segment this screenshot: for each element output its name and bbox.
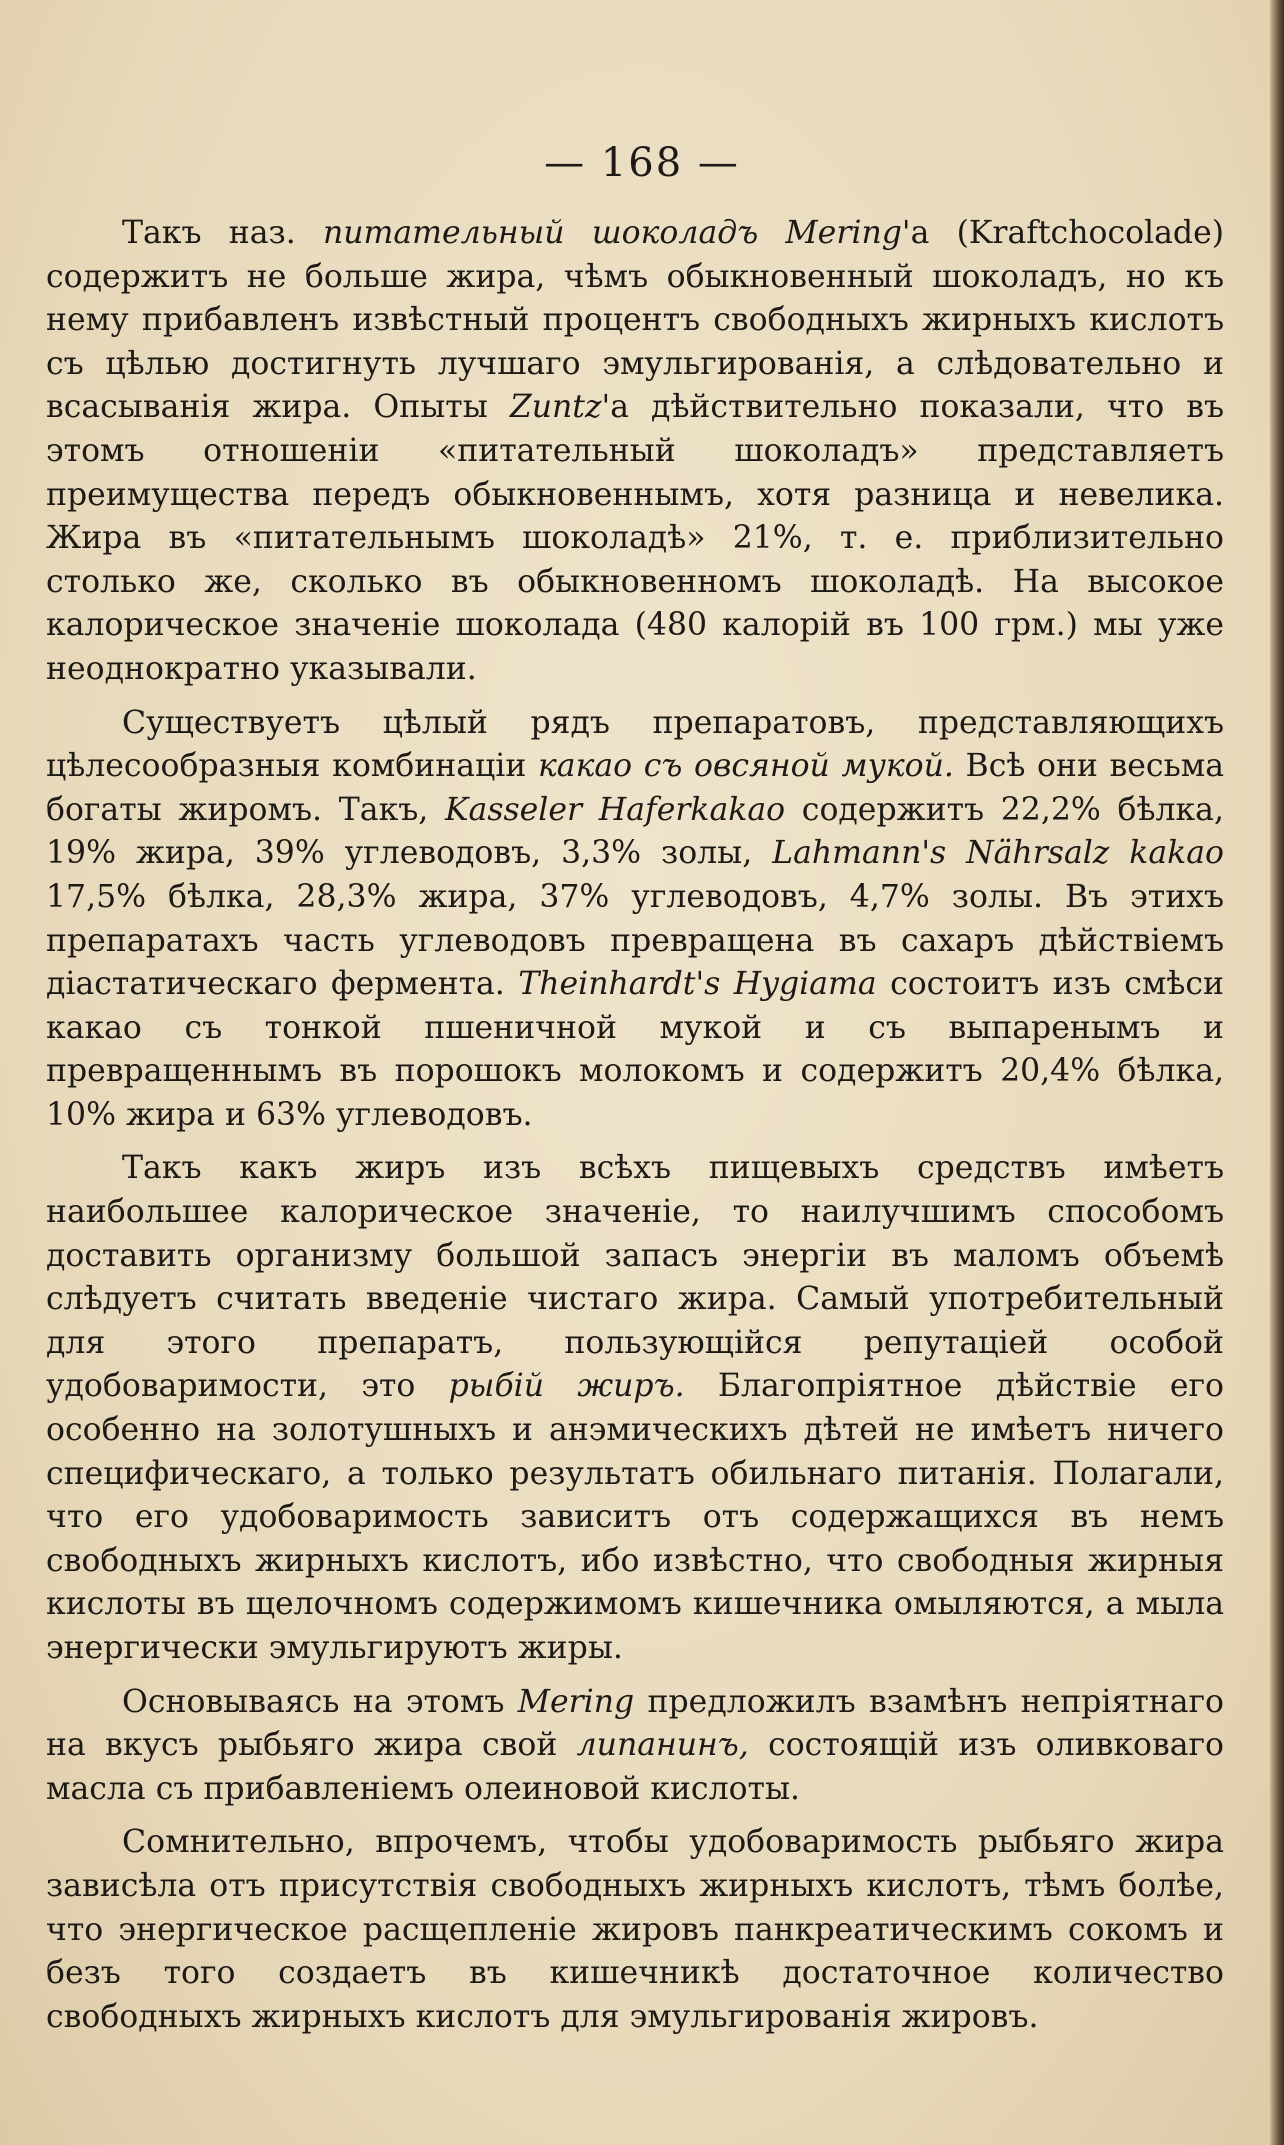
page-number: — 168 — — [544, 140, 740, 186]
paragraph-1: Такъ наз. питательный шоколадъ Mering'а (Kraftchocolade) содержитъ не больше жира, чѣмъ обыкновенный шоколадъ, но къ нему прибавленъ извѣстный процентъ свободныхъ жирныхъ кислотъ съ цѣлью достигнуть лучшаго эмульгированія, а слѣдовательно и всасыванія жира. Опыты Zuntz'а дѣйствительно показали, что въ этомъ отношеніи «питательный шоколадъ» представляетъ преимущества передъ обыкновеннымъ, хотя разница и невелика. Жира въ «питательнымъ шоколадѣ» 21%, т. е. приблизительно столько же, сколько въ обыкновенномъ шоколадѣ. На высокое калорическое значеніе шоколада (480 калорій въ 100 грм.) мы уже неоднократно указывали. — [46, 215, 1225, 687]
page-edge — [1270, 0, 1284, 2145]
emphasis: Lahmann's Nährsalz kakao — [772, 835, 1224, 872]
emphasis: Zuntz — [509, 389, 602, 426]
emphasis: Kasseler Haferkakao — [445, 791, 786, 828]
paragraph-2: Существуетъ цѣлый рядъ препаратовъ, представляющихъ цѣлесообразныя комбинаціи какао съ овсяной мукой. Всѣ они весьма богаты жиромъ. Такъ, Kasseler Haferkakao содержитъ 22,2% бѣлка, 19% жира, 39% углеводовъ, 3,3% золы, Lahmann's Nährsalz kakao 17,5% бѣлка, 28,3% жира, 37% углеводовъ, 4,7% золы. Въ этихъ препаратахъ часть углеводовъ превращена въ сахаръ дѣйствіемъ діастатическаго фермента. Theinhardt's Hygiama состоитъ изъ смѣси какао съ тонкой пшеничной мукой и съ выпаренымъ и превращеннымъ въ порошокъ молокомъ и содержитъ 20,4% бѣлка, 10% жира и 63% углеводовъ. — [46, 704, 1224, 1133]
paragraph-4: Основываясь на этомъ Mering предложилъ взамѣнъ непріятнаго на вкусъ рыбьяго жира свой липанинъ, состоящій изъ оливковаго масла съ прибавленіемъ олеиновой кислоты. — [46, 1683, 1224, 1807]
emphasis: рыбій жиръ. — [448, 1368, 685, 1405]
body-text — [46, 212, 1224, 2049]
paragraph-5: Сомнительно, впрочемъ, чтобы удобоваримость рыбьяго жира зависѣла отъ присутствія свободныхъ жирныхъ кислотъ, тѣмъ болѣе, что энергическое расщепленіе жировъ панкреатическимъ сокомъ и безъ того создаетъ въ кишечникѣ достаточное количество свободныхъ жирныхъ кислотъ для эмульгированія жировъ. — [46, 1824, 1224, 2035]
emphasis: какао съ овсяной мукой. — [537, 748, 954, 785]
emphasis: питательный шоколадъ Mering — [322, 215, 902, 251]
emphasis: Theinhardt's Hygiama — [518, 966, 877, 1003]
emphasis: Mering — [517, 1683, 635, 1720]
emphasis: липанинъ, — [576, 1727, 749, 1764]
paragraph-3: Такъ какъ жиръ изъ всѣхъ пищевыхъ средствъ имѣетъ наибольшее калорическое значеніе, то наилучшимъ способомъ доставить организму большой запасъ энергіи въ маломъ объемѣ слѣдуетъ считать введеніе чистаго жира. Самый употребительный для этого препаратъ, пользующійся репутаціей особой удобоваримости, это рыбій жиръ. Благопріятное дѣйствіе его особенно на золотушныхъ и анэмическихъ дѣтей не имѣетъ ничего специфическаго, а только результатъ обильнаго питанія. Полагали, что его удобоваримость зависитъ отъ содержащихся въ немъ свободныхъ жирныхъ кислотъ, ибо извѣстно, что свободныя жирныя кислоты въ щелочномъ содержимомъ кишечника омыляются, а мыла энергически эмульгируютъ жиры. — [46, 1150, 1225, 1666]
